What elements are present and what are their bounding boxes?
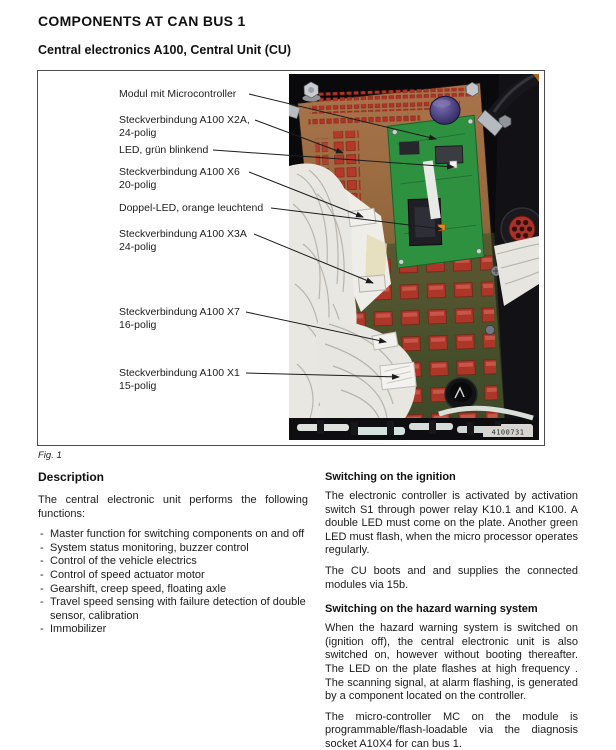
procedures-column: [325, 471, 578, 750]
list-item: - Gearshift, creep speed, floating axle: [38, 583, 308, 597]
description-intro: The central electronic unit performs the following functions:: [38, 494, 308, 520]
figure-caption: Fig. 1: [38, 450, 62, 461]
callout-text: Modul mit Microcontroller: [119, 88, 237, 100]
callout-text: Doppel-LED, orange leuchtend: [119, 202, 264, 214]
callout-label-x6: [119, 166, 240, 192]
list-item: - Travel speed sensing with failure detection of double sensor, calibration: [38, 596, 308, 623]
description-heading: Description: [38, 470, 105, 484]
callout-label-x2a: [119, 114, 250, 140]
callout-label-x3a: [119, 228, 247, 254]
paragraph: The micro-controller MC on the module is programmable/flash-loadable via the diagnosis socket A10X4 for can bus 1.: [325, 710, 578, 750]
figure-box: [37, 70, 545, 446]
callout-text: 24-polig: [119, 241, 157, 253]
list-item: - Control of speed actuator motor: [38, 569, 308, 583]
callout-text: Steckverbindung A100 X1: [119, 367, 240, 379]
callout-text: Steckverbindung A100 X7: [119, 306, 240, 318]
section-heading-ignition: Switching on the ignition: [325, 471, 456, 483]
callout-label-led-green: [119, 144, 208, 157]
callout-text: Steckverbindung A100 X3A: [119, 228, 247, 240]
callout-text: Steckverbindung A100 X6: [119, 166, 240, 178]
paragraph: When the hazard warning system is switched on (ignition off), the central electronic unit is also switched on, however without booting thereafter. The LED on the plate flashes at high frequency . The scanning signal, at alarm flashing, is generated by a component located on the controller.: [325, 622, 578, 703]
section-heading-hazard: Switching on the hazard warning system: [325, 603, 538, 616]
page-title: COMPONENTS AT CAN BUS 1: [38, 13, 246, 29]
callout-text: 24-polig: [119, 127, 157, 139]
paragraph: The CU boots and and supplies the connected modules via 15b.: [325, 564, 578, 591]
function-list: [38, 528, 308, 637]
photo-code: 4100731: [491, 428, 525, 437]
callout-text: 15-polig: [119, 380, 157, 392]
list-item: - Master function for switching components on and off: [38, 528, 308, 542]
callout-label-x7: [119, 306, 240, 332]
pcb-photo-illustration: [289, 74, 539, 440]
callout-text: 16-polig: [119, 319, 157, 331]
description-column: [38, 470, 308, 637]
list-item: - Immobilizer: [38, 623, 308, 637]
callout-label-modul: [119, 88, 236, 101]
paragraph: The electronic controller is activated by activation switch S1 through power relay K10.1 and K100. A double LED must come on the plate. Another green LED must flash, when the micro processor operates regularly.: [325, 490, 578, 557]
figure-photo: [289, 74, 539, 440]
list-item: - System status monitoring, buzzer control: [38, 542, 308, 556]
callout-label-doppel-led: [119, 202, 263, 215]
list-item: - Control of the vehicle electrics: [38, 555, 308, 569]
callout-text: Steckverbindung A100 X2A,: [119, 114, 250, 126]
callout-text: 20-polig: [119, 179, 157, 191]
page-subtitle: Central electronics A100, Central Unit (CU): [38, 43, 292, 57]
callout-text: LED, grün blinkend: [119, 144, 209, 156]
callout-label-x1: [119, 367, 240, 393]
